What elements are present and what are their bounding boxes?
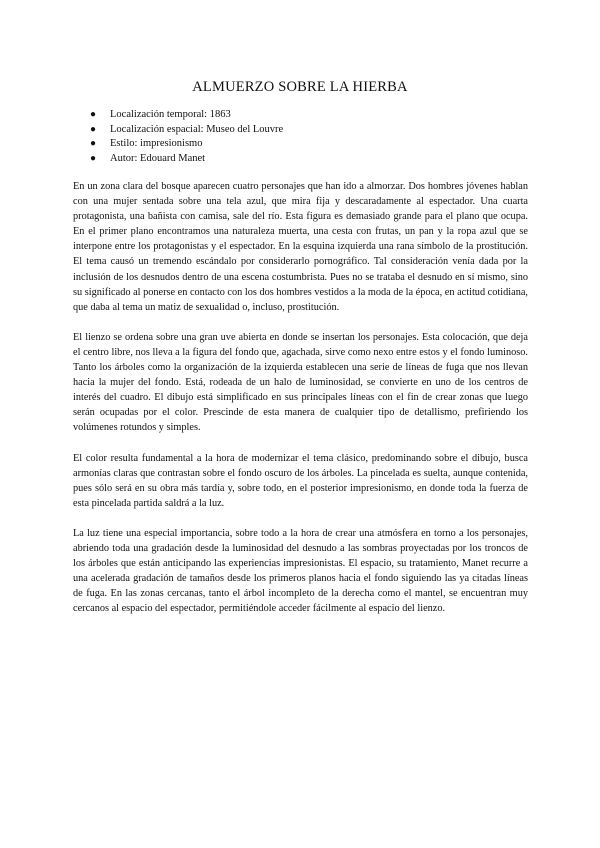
bullet-icon: ● — [90, 109, 97, 120]
bullet-icon: ● — [90, 152, 97, 164]
detail-author: Autor: Edouard Manet — [110, 152, 206, 164]
list-item — [90, 123, 283, 138]
paragraph-3: El color resulta fundamental a la hora de modernizar el tema clásico, predominando sobre el dibujo, busca armonías claras que contrastan sobre el fondo oscuro de los árboles. La pincelada es suelta, aunque contenida, pues sólo será en su obra más tardía y, sobre todo, en el posterior impresionismo, en donde toda la fuerza de esta pincelada partida saldrá a la luz. — [73, 452, 528, 509]
page-title: ALMUERZO SOBRE LA HIERBA — [192, 79, 408, 95]
paragraph-1: En un zona clara del bosque aparecen cuatro personajes que han ido a almorzar. Dos hombres jóvenes hablan con una mujer sentada sobre una tela azul, que mira fija y descaradamente al espectador. Una cuarta protagonista, una bañista con camisa, sale del río. Esta figura es demasiado grande para el plano que ocupa. En el primer plano encontramos una naturaleza muerta, una cesta con frutas, un pan y la ropa azul que se interpone entre los protagonistas y el espectador. En la esquina izquierda una rana símbolo de la prostitución. El tema causó un tremendo escándalo por considerarlo pornográfico. Tal consideración venía dada por la inclusión de los desnudos dentro de una escena costumbrista. Pues no se trataba el desnudo en sí mismo, sino su significado al ponerse en contacto con los dos hombres vestidos a la moda de la época, en actitud cotidiana, que daba al tema un matiz de sexualidad o, incluso, prostitución. — [73, 181, 528, 313]
list-item — [90, 152, 283, 167]
detail-location: Localización espacial: Museo del Louvre — [110, 123, 284, 135]
detail-style: Estilo: impresionismo — [110, 138, 203, 149]
bullet-icon: ● — [90, 138, 97, 149]
details-list — [90, 108, 283, 166]
list-item — [90, 108, 283, 123]
list-item — [90, 137, 283, 152]
body-text — [73, 179, 528, 631]
detail-date: Localización temporal: 1863 — [110, 109, 231, 120]
paragraph-4: La luz tiene una especial importancia, sobre todo a la hora de crear una atmósfera en torno a los personajes, abriendo toda una gradación desde la luminosidad del desnudo a las sombras proyectadas por los troncos de los árboles que están anticipando las experiencias impresionistas. El espacio, su tratamiento, Manet recurre a una acelerada gradación de tamaños desde los primeros planos hacia el fondo siguiendo las ya citadas líneas de fuga. En las zonas cercanas, tanto el árbol incompleto de la derecha como el mantel, se encuentran muy cercanos al espacio del espectador, permitiéndole acceder fácilmente al espacio del lienzo. — [73, 527, 528, 615]
bullet-icon: ● — [90, 123, 97, 135]
paragraph-2: El lienzo se ordena sobre una gran uve abierta en donde se insertan los personajes. Esta colocación, que deja el centro libre, nos lleva a la figura del fondo que, agachada, sirve como nexo entre estos y el fondo luminoso. Tanto los árboles como la organización de la izquierda establecen una serie de líneas de fuga que nos llevan hacia la mujer del fondo. Está, rodeada de un halo de luminosidad, se convierte en uno de los centros de interés del cuadro. El dibujo está simplificado en sus principales líneas con el fin de crear zonas que luego serán ocupadas por el color. Prescinde de esta manera de cualquier tipo de detallismo, prefiriendo los volúmenes rotundos y simples. — [73, 331, 528, 434]
